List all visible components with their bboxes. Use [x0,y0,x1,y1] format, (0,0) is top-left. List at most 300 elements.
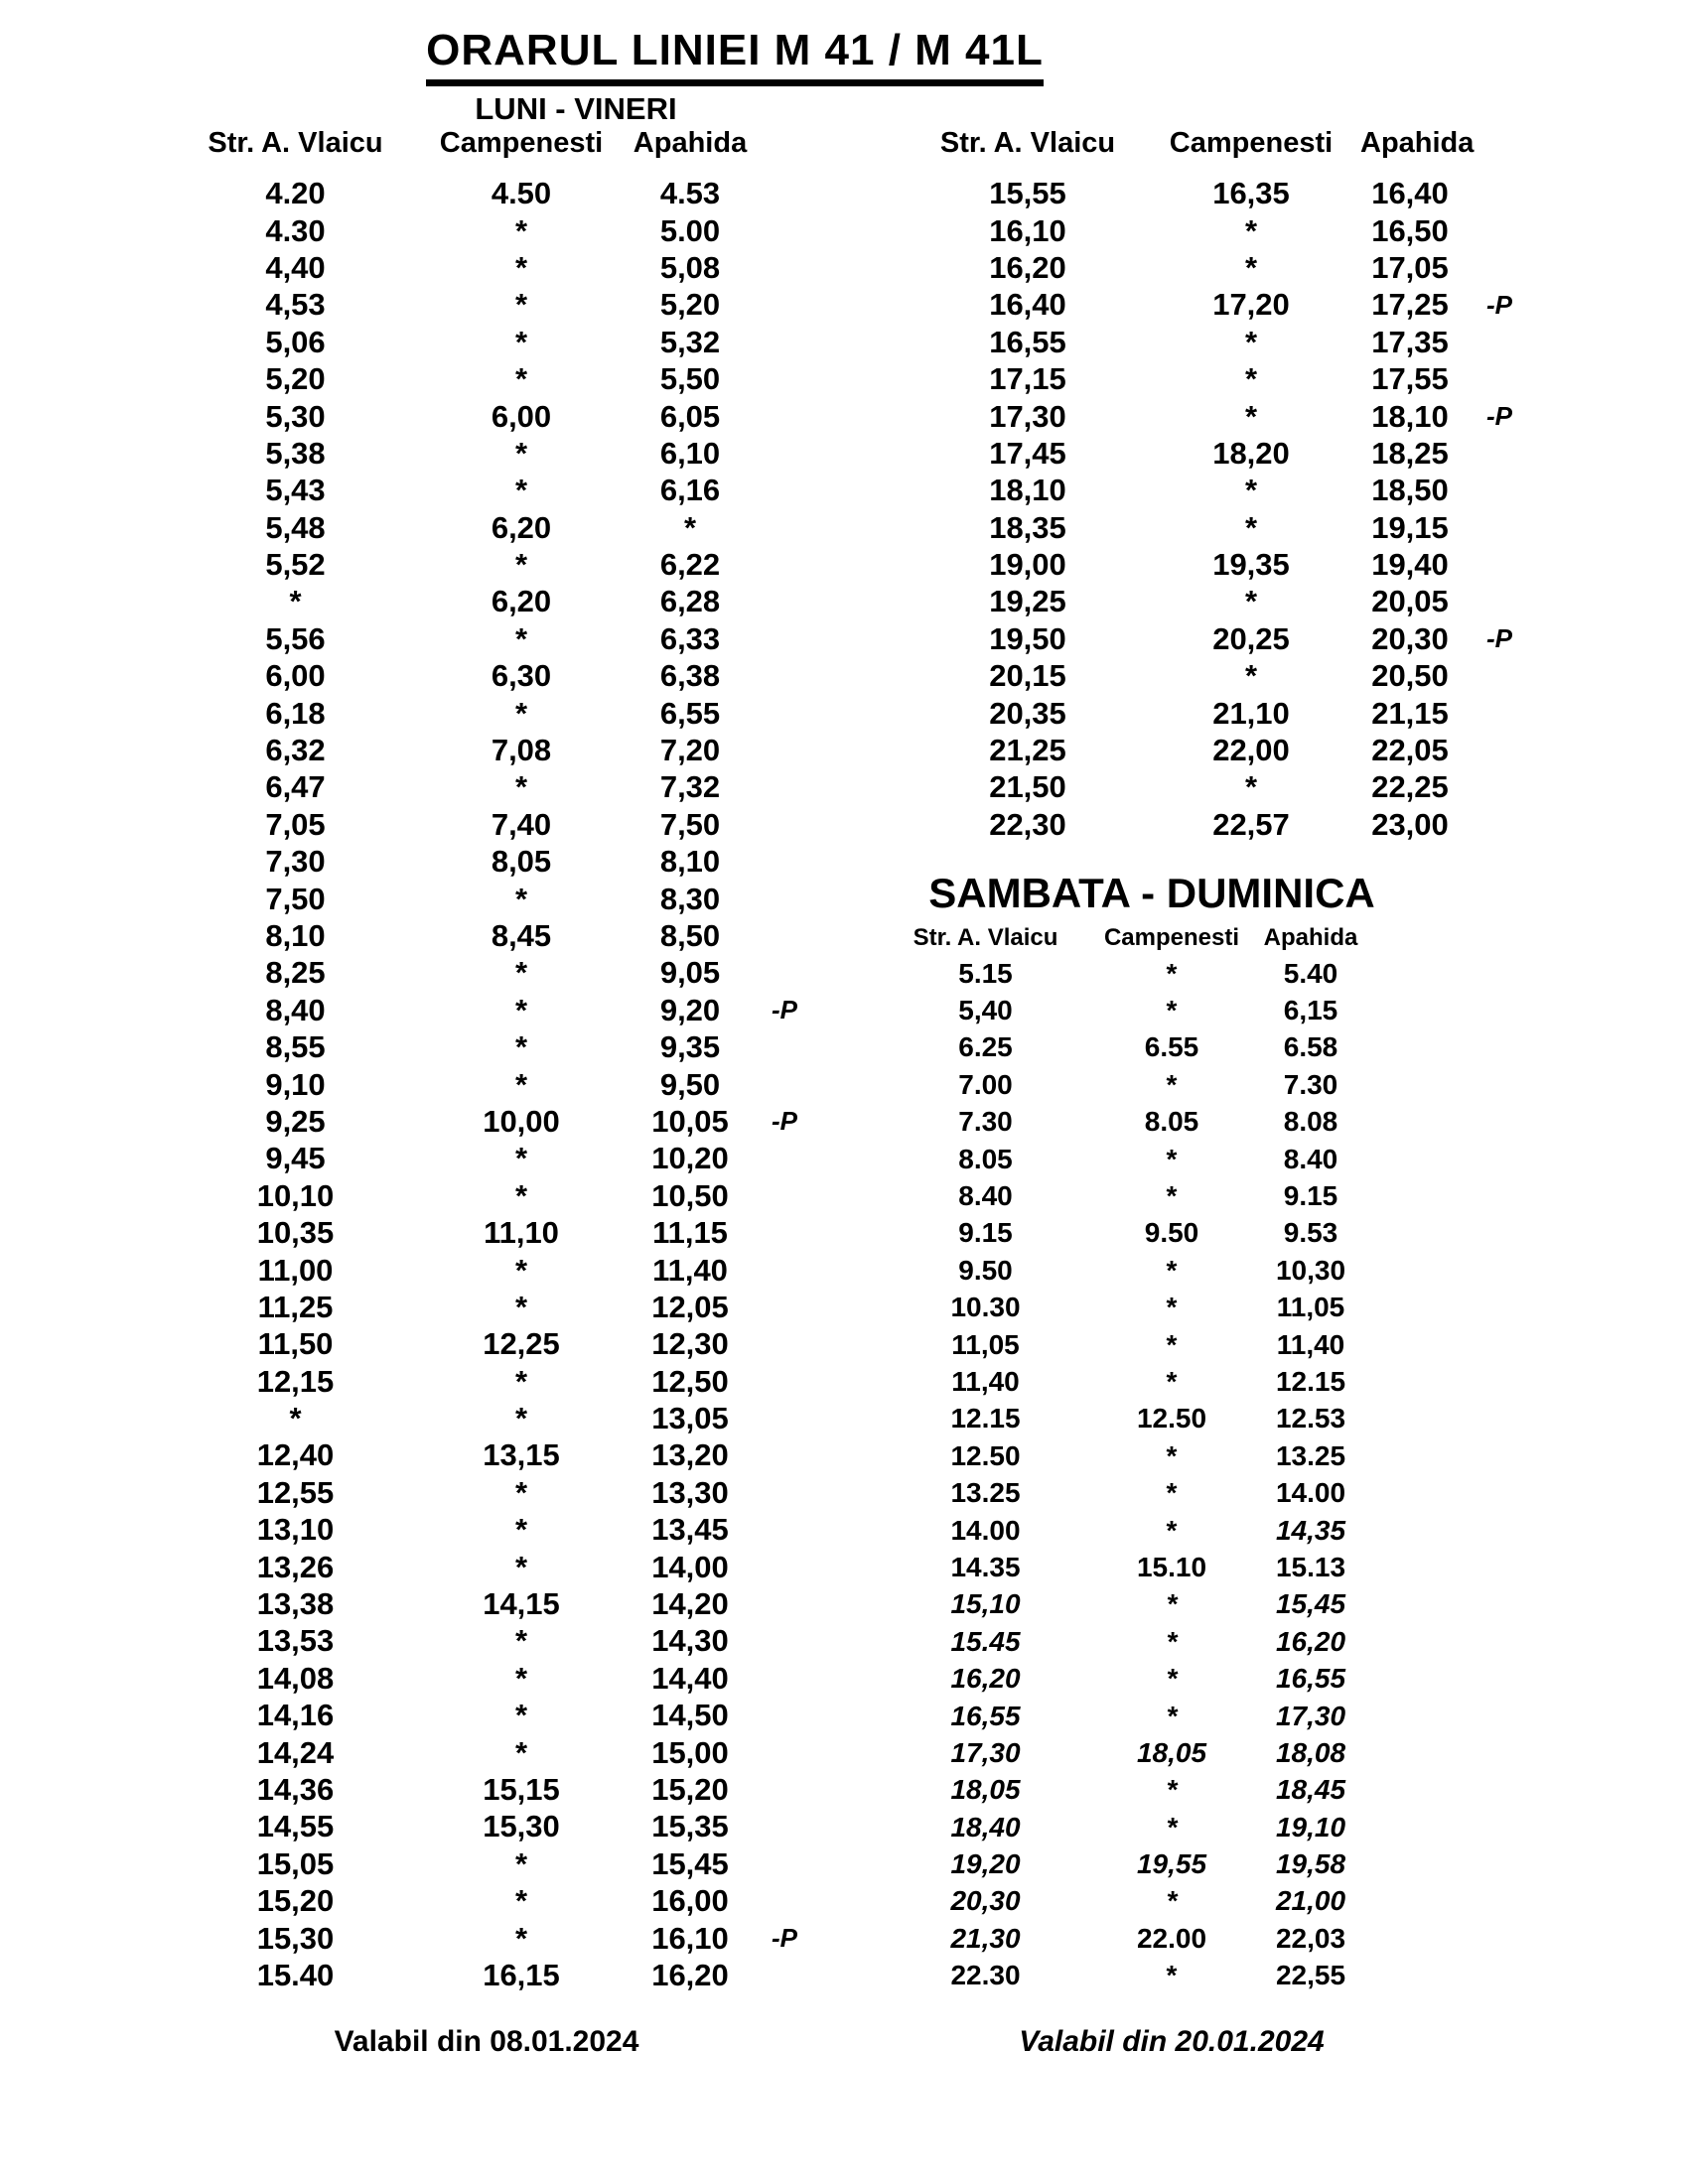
table-row [874,1623,1375,1660]
column-header-apahida: Apahida [1360,126,1475,159]
note-marker: -P [1486,623,1512,654]
time-cell: 16,55 [989,324,1066,359]
time-cell: 5,30 [265,398,326,434]
table-row [874,1290,1375,1326]
table-row [914,768,1539,805]
table-row [874,1698,1375,1734]
time-cell: * [514,1401,528,1436]
time-cell: 22,25 [1371,769,1449,805]
table-row [179,768,819,805]
time-cell: 5,06 [265,324,326,359]
table-row [179,1065,819,1102]
table-row [179,1845,819,1882]
time-cell: 20,05 [1371,584,1449,619]
time-cell: 23,00 [1371,806,1449,842]
time-cell: 13,15 [483,1437,560,1473]
time-cell: 19,40 [1371,547,1449,583]
note-marker: -P [772,1106,797,1137]
column-header-campenesti: Campenesti [1103,924,1240,951]
time-cell: 10,30 [1275,1254,1346,1286]
time-cell: 11,10 [484,1215,559,1251]
time-cell: 5,20 [659,287,721,323]
time-cell: 19,25 [989,584,1066,619]
time-cell: * [1244,361,1258,397]
time-cell: * [1244,658,1258,694]
table-header-row [914,119,1539,167]
time-cell: 7,50 [659,806,721,842]
time-cell: * [514,1029,528,1065]
table-row [179,1289,819,1325]
time-cell: 14,55 [256,1809,335,1844]
time-cell: 22,05 [1371,733,1449,768]
time-cell: 14,00 [651,1549,729,1584]
time-cell: 18,50 [1371,473,1449,508]
note-marker: -P [772,1923,797,1954]
time-cell: * [514,620,528,656]
time-cell: 16,55 [1275,1663,1346,1695]
table-row [179,1103,819,1140]
table-row [179,1177,819,1214]
table-row [874,1363,1375,1400]
table-row [914,732,1539,768]
table-row [914,472,1539,508]
time-cell: 19,58 [1275,1848,1346,1880]
time-cell: * [1166,1663,1178,1695]
time-cell: 8,40 [265,992,326,1027]
time-cell: * [514,881,528,916]
table-row [914,249,1539,286]
table-row [179,360,819,397]
time-cell: 11,05 [1276,1292,1345,1323]
time-cell: 14,40 [651,1660,729,1696]
table-row [874,955,1375,992]
table-row [874,1326,1375,1363]
table-row [179,880,819,916]
weekday-section-title: LUNI - VINERI [475,91,677,126]
table-row [179,175,819,211]
time-cell: 17,20 [1212,287,1290,323]
column-header-campenesti: Campenesti [439,126,604,159]
time-cell: 6,00 [491,398,552,434]
table-row [874,1920,1375,1957]
time-cell: 9,05 [659,955,721,991]
time-cell: 5,56 [265,620,326,656]
time-cell: 8.05 [1144,1106,1199,1138]
table-row [179,324,819,360]
table-row [874,1845,1375,1882]
time-cell: 12.15 [1275,1365,1346,1397]
time-cell: 13.25 [1275,1439,1346,1471]
title-wrap [238,26,1231,86]
table-row [179,1771,819,1808]
time-cell: * [514,1623,528,1659]
time-cell: * [1166,1180,1178,1212]
table-row [179,1808,819,1844]
time-cell: 17,30 [1275,1700,1346,1731]
time-cell: 14,35 [1275,1514,1346,1546]
time-cell: * [514,547,528,583]
time-cell: 9.53 [1283,1217,1338,1249]
time-cell: 17,55 [1371,361,1449,397]
time-cell: * [1166,957,1178,989]
time-cell: 13,20 [651,1437,729,1473]
time-cell: 5,38 [265,435,326,471]
time-cell: * [1166,1254,1178,1286]
time-cell: 6,10 [659,435,721,471]
time-cell: 12,25 [483,1326,560,1362]
time-cell: 19,00 [989,547,1066,583]
table-row [179,1436,819,1473]
time-cell: 15,10 [950,1588,1021,1620]
time-cell: * [514,1920,528,1956]
table-row [914,175,1539,211]
time-cell: 18,10 [1371,398,1449,434]
time-cell: * [1166,1588,1178,1620]
time-cell: 16,20 [651,1957,729,1992]
table-row [914,435,1539,472]
table-row [874,1883,1375,1920]
time-cell: 8.05 [958,1143,1013,1174]
time-cell: 8,45 [491,918,552,953]
table-row [179,1028,819,1065]
time-cell: * [1244,324,1258,359]
time-cell: 15,20 [651,1771,729,1807]
time-cell: 14.00 [1275,1477,1346,1509]
time-cell: 11,40 [951,1365,1020,1397]
time-cell: 13,10 [256,1512,335,1548]
time-cell: 12.53 [1275,1403,1346,1434]
time-cell: * [289,1401,302,1436]
time-cell: * [514,473,528,508]
time-cell: 14,16 [256,1698,335,1733]
time-cell: 18,25 [1371,435,1449,471]
time-cell: 9,10 [265,1066,326,1102]
time-cell: 9,45 [265,1141,326,1176]
validity-note-weekend: Valabil din 20.01.2024 [1019,2025,1325,2058]
time-cell: 7,20 [659,733,721,768]
table-row [914,657,1539,694]
time-cell: 19,55 [1136,1848,1207,1880]
time-cell: 12,40 [256,1437,335,1473]
time-cell: 18,45 [1275,1774,1346,1806]
time-cell: 15,30 [483,1809,560,1844]
time-cell: 10.30 [950,1292,1021,1323]
time-cell: 20,30 [950,1885,1021,1917]
time-cell: * [514,695,528,731]
time-cell: 6,32 [265,733,326,768]
time-cell: 22,00 [1212,733,1290,768]
time-cell: 5.40 [1283,957,1338,989]
time-cell: * [1166,1068,1178,1100]
time-cell: 6,20 [491,509,552,545]
time-cell: 22.00 [1136,1922,1207,1954]
time-cell: 8.40 [958,1180,1013,1212]
table-body [874,955,1375,1994]
time-cell: 8.40 [1283,1143,1338,1174]
time-cell: 8.08 [1283,1106,1338,1138]
time-cell: 7,32 [659,769,721,805]
time-cell: 6.58 [1283,1031,1338,1063]
time-cell: 11,15 [652,1215,728,1251]
time-cell: 14,20 [651,1586,729,1622]
table-row [914,620,1539,657]
time-cell: 18,40 [950,1811,1021,1843]
time-cell: 4.53 [659,176,721,211]
table-row [179,1919,819,1956]
table-row [874,1512,1375,1549]
table-row [179,1957,819,1993]
time-cell: 9,35 [659,1029,721,1065]
time-cell: 16,40 [989,287,1066,323]
table-row [874,1809,1375,1845]
time-cell: 16,00 [651,1883,729,1919]
time-cell: * [514,955,528,991]
weekday-table-left [179,119,819,1993]
time-cell: * [1166,1885,1178,1917]
time-cell: * [1166,1365,1178,1397]
time-cell: 8,55 [265,1029,326,1065]
time-cell: * [514,287,528,323]
time-cell: 17,25 [1371,287,1449,323]
table-row [874,1252,1375,1289]
weekend-section-title: SAMBATA - DUMINICA [928,870,1375,916]
time-cell: 15,55 [989,176,1066,211]
time-cell: 15,30 [256,1920,335,1956]
time-cell: * [514,1883,528,1919]
time-cell: 6,55 [659,695,721,731]
table-row [179,1697,819,1733]
time-cell: 11,50 [257,1326,334,1362]
time-cell: 16,10 [651,1920,729,1956]
time-cell: 10,10 [256,1177,335,1213]
time-cell: * [1166,1700,1178,1731]
time-cell: 22,57 [1212,806,1290,842]
table-row [914,509,1539,546]
table-row [179,249,819,286]
table-row [874,1474,1375,1511]
time-cell: * [514,1660,528,1696]
time-cell: 19,50 [989,620,1066,656]
time-cell: 15.13 [1275,1551,1346,1582]
table-body [914,175,1539,843]
table-row [874,1437,1375,1474]
time-cell: 16,50 [1371,212,1449,248]
time-cell: 14.00 [950,1514,1021,1546]
table-row [179,806,819,843]
time-cell: 14.35 [950,1551,1021,1582]
time-cell: 14,24 [256,1734,335,1770]
table-row [914,583,1539,619]
time-cell: 21,50 [989,769,1066,805]
time-cell: 14,36 [256,1771,335,1807]
time-cell: 7.30 [1283,1068,1338,1100]
time-cell: 5,43 [265,473,326,508]
time-cell: 10,35 [256,1215,335,1251]
table-row [179,992,819,1028]
time-cell: 12.50 [1136,1403,1207,1434]
table-row [179,546,819,583]
time-cell: 11,00 [257,1252,334,1288]
time-cell: 10,05 [651,1103,729,1139]
table-row [914,324,1539,360]
time-cell: 15.40 [256,1957,335,1992]
time-cell: 10,50 [651,1177,729,1213]
table-row [179,954,819,991]
time-cell: 4.30 [265,212,326,248]
time-cell: 17,45 [989,435,1066,471]
time-cell: 6.25 [958,1031,1013,1063]
time-cell: 16,35 [1212,176,1290,211]
time-cell: * [1166,1292,1178,1323]
time-cell: 18,05 [1136,1736,1207,1768]
time-cell: * [514,212,528,248]
time-cell: 6,22 [659,547,721,583]
table-row [179,397,819,434]
time-cell: * [514,992,528,1027]
time-cell: 5.00 [659,212,721,248]
time-cell: 12,55 [256,1474,335,1510]
time-cell: * [1244,509,1258,545]
time-cell: 20,15 [989,658,1066,694]
table-row [914,806,1539,843]
time-cell: 5,32 [659,324,721,359]
time-cell: * [514,1289,528,1324]
time-cell: 14,50 [651,1698,729,1733]
time-cell: * [1166,995,1178,1026]
time-cell: 6,15 [1283,995,1338,1026]
time-cell: 13,53 [256,1623,335,1659]
time-cell: 21,10 [1212,695,1290,731]
time-cell: 6,20 [491,584,552,619]
column-header-vlaicu: Str. A. Vlaicu [939,126,1116,159]
time-cell: 12,50 [651,1363,729,1399]
column-header-vlaicu: Str. A. Vlaicu [208,126,383,159]
validity-note-weekday: Valabil din 08.01.2024 [334,2025,639,2058]
time-cell: 15,00 [651,1734,729,1770]
time-cell: * [514,1512,528,1548]
time-cell: 11,40 [1276,1328,1345,1360]
time-cell: * [514,1734,528,1770]
table-row [874,1401,1375,1437]
note-marker: -P [1486,401,1512,432]
time-cell: 9.15 [1283,1180,1338,1212]
time-cell: 5,50 [659,361,721,397]
table-row [179,1511,819,1548]
table-row [874,1958,1375,1994]
time-cell: * [514,1845,528,1881]
time-cell: 5,40 [958,995,1013,1026]
table-row [179,211,819,248]
time-cell: 6,38 [659,658,721,694]
time-cell: * [1166,1439,1178,1471]
time-cell: 6,00 [265,658,326,694]
time-cell: 6,18 [265,695,326,731]
column-header-campenesti: Campenesti [1169,126,1334,159]
time-cell: 22,30 [989,806,1066,842]
time-cell: 16,10 [989,212,1066,248]
table-row [874,1066,1375,1103]
table-row [179,1733,819,1770]
time-cell: * [1166,1625,1178,1657]
time-cell: 6,33 [659,620,721,656]
table-row [179,732,819,768]
table-row [179,1660,819,1697]
table-row [914,360,1539,397]
table-row [179,1325,819,1362]
table-row [874,1215,1375,1252]
table-row [179,472,819,508]
time-cell: 14,30 [651,1623,729,1659]
time-cell: * [1244,769,1258,805]
time-cell: 18,08 [1275,1736,1346,1768]
time-cell: 13,26 [256,1549,335,1584]
time-cell: 8,25 [265,955,326,991]
time-cell: 15,45 [1275,1588,1346,1620]
time-cell: 4.20 [265,176,326,211]
time-cell: 17,15 [989,361,1066,397]
weekend-table [874,921,1375,1994]
time-cell: 22,03 [1275,1922,1346,1954]
time-cell: 5,48 [265,509,326,545]
time-cell: 6,16 [659,473,721,508]
table-row [914,546,1539,583]
table-row [914,694,1539,731]
time-cell: * [1244,398,1258,434]
table-row [914,397,1539,434]
table-row [874,992,1375,1028]
time-cell: 8,05 [491,844,552,880]
time-cell: 16,15 [483,1957,560,1992]
table-row [914,211,1539,248]
time-cell: 5,52 [265,547,326,583]
table-row [874,1104,1375,1141]
time-cell: 7.30 [958,1106,1013,1138]
time-cell: 6,47 [265,769,326,805]
table-row [179,1251,819,1288]
table-row [874,1734,1375,1771]
time-cell: * [1166,1143,1178,1174]
time-cell: 4,40 [265,249,326,285]
time-cell: 22,55 [1275,1960,1346,1991]
time-cell: 17,30 [989,398,1066,434]
time-cell: 15,45 [651,1845,729,1881]
time-cell: * [683,509,697,545]
time-cell: 12.15 [950,1403,1021,1434]
table-row [179,620,819,657]
column-header-apahida: Apahida [633,126,748,159]
time-cell: 7,30 [265,844,326,880]
table-row [874,1549,1375,1585]
time-cell: 11,05 [951,1328,1020,1360]
time-cell: 7.00 [958,1068,1013,1100]
time-cell: 12.50 [950,1439,1021,1471]
time-cell: 17,05 [1371,249,1449,285]
time-cell: 5.15 [958,957,1013,989]
time-cell: * [1166,1774,1178,1806]
time-cell: 7,05 [265,806,326,842]
column-header-vlaicu: Str. A. Vlaicu [913,924,1058,951]
table-row [179,1214,819,1251]
time-cell: 6,30 [491,658,552,694]
time-cell: * [514,1474,528,1510]
table-row [874,1660,1375,1697]
time-cell: 6,05 [659,398,721,434]
note-marker: -P [772,995,797,1025]
table-row [179,286,819,323]
time-cell: * [1244,249,1258,285]
table-row [179,843,819,880]
time-cell: * [1244,212,1258,248]
